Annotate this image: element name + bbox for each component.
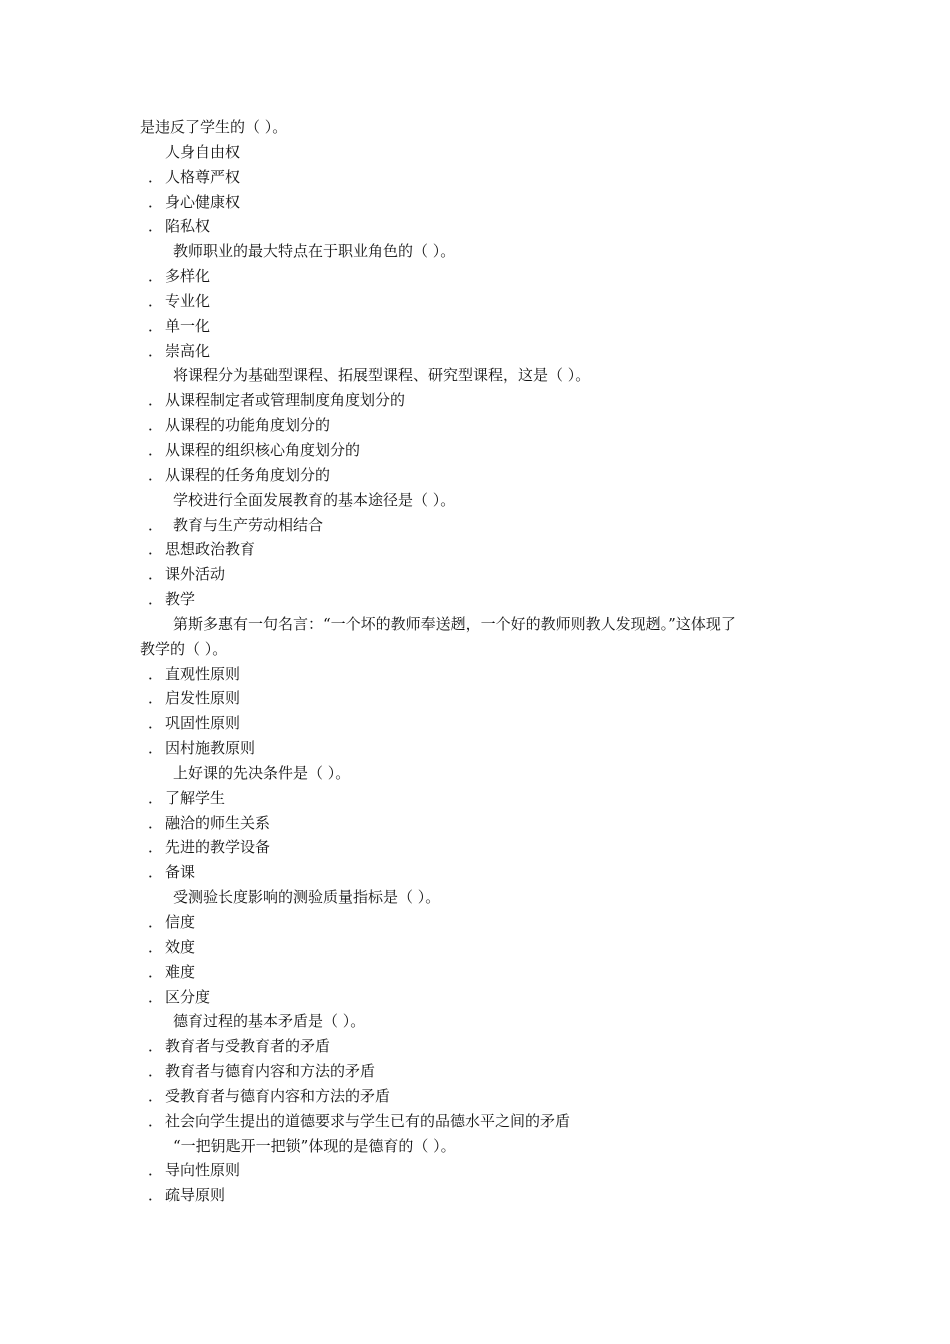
question-stem: 上好课的先决条件是（ ）。 [173,763,351,782]
option [140,711,820,736]
option [140,985,820,1010]
option-text: 直观性原则 [165,664,241,683]
option-marker: ． [148,1111,164,1130]
option-marker: ． [148,714,164,733]
question-stem: 第斯多惠有一句名言：“一个坏的教师奉送趔，一个好的教师则教人发现趔。”这体现了 [173,614,736,633]
option-text: 社会向学生提出的道德要求与学生已有的品德水平之间的矛盾 [165,1111,571,1130]
option [140,1109,820,1134]
option-marker: ． [148,167,164,186]
option-marker: ． [148,267,164,286]
option [140,413,820,438]
option-marker: ． [148,192,164,211]
option-marker: ． [148,813,164,832]
option-marker: ． [148,937,164,956]
option-text: 多样化 [165,267,211,286]
option-marker: ． [148,1062,164,1081]
option-text: 导向性原则 [165,1161,241,1180]
option [140,587,820,612]
option [140,289,820,314]
option-text: 思想政治教育 [165,540,256,559]
option-text: 启发性原则 [165,689,241,708]
option-text: 了解学生 [165,788,226,807]
option-text: 备课 [165,863,196,882]
question-stem: 教师职业的最大特点在于职业角色的（ ）。 [173,242,456,261]
document-body [140,115,820,1208]
option [140,662,820,687]
option-marker: ． [148,1161,164,1180]
option-marker: ． [148,913,164,931]
option [140,463,820,488]
option-marker: ． [148,440,164,459]
option-marker: ． [148,664,164,683]
option-marker: ． [148,465,164,484]
option-text: 教育者与德育内容和方法的矛盾 [165,1062,376,1081]
option-marker: ． [148,565,164,584]
option-text: 受教育者与德育内容和方法的矛盾 [165,1086,391,1105]
option-marker: ． [148,391,164,410]
option [140,1059,820,1084]
option-text: 区分度 [165,987,211,1006]
option-marker: ． [148,217,164,236]
option [140,165,820,190]
option [140,835,820,860]
question-stem: 将课程分为基础型课程、拓展型课程、研究型课程，这是（ ）。 [173,366,591,385]
option-text: 融洽的师生关系 [165,813,271,832]
option-text: 因村施教原则 [165,739,256,758]
option-text: 疏导原则 [165,1186,226,1205]
option [140,935,820,960]
option-text: 教育者与受教育者的矛盾 [165,1037,331,1056]
option-marker: ． [148,863,164,882]
option-marker: ． [148,788,164,807]
option [140,264,820,289]
option-text: 陷私权 [165,217,211,236]
option [140,1034,820,1059]
option [140,562,820,587]
option-text: 先进的教学设备 [165,838,271,857]
option-marker: ． [148,341,164,360]
option [140,513,820,538]
option-text: 从课程的组织核心角度划分的 [165,440,361,459]
option-marker: ． [148,838,164,857]
option [140,686,820,711]
option [140,786,820,811]
option [140,910,820,935]
option-text: 教学 [165,590,196,609]
option-text: 课外活动 [165,565,226,584]
question-stem-continuation: 教学的（ ）。 [140,639,228,658]
question-stem: 受测验长度影响的测验质量指标是（ ）。 [173,888,441,907]
option-marker: ． [148,540,164,559]
option [140,736,820,761]
option [140,438,820,463]
question-stem: “一把钥匙开一把锁”体现的是德育的（ ）。 [173,1136,456,1155]
option-text: 身心健康权 [165,192,241,211]
question-stem: 学校进行全面发展教育的基本途径是（ ）。 [173,490,456,509]
option-text: 单一化 [165,316,211,335]
option-text: 教育与生产劳动相结合 [173,515,324,534]
option-marker: ． [148,1186,164,1205]
option-text: 巩固性原则 [165,714,241,733]
option-marker: ． [148,416,164,435]
option-marker: ． [148,316,164,335]
option [140,960,820,985]
option [140,388,820,413]
option [140,537,820,562]
option-marker: ． [148,962,164,981]
option [140,314,820,339]
option: 人身自由权 [165,142,241,161]
option-marker: ． [148,739,164,758]
option-marker: ． [148,987,164,1006]
option-text: 难度 [165,962,196,981]
option-text: 信度 [165,913,196,931]
option-text: 从课程制定者或管理制度角度划分的 [165,391,406,410]
option [140,1158,820,1183]
option-text: 从课程的任务角度划分的 [165,465,331,484]
option-marker: ． [148,1086,164,1105]
question-stem: 德育过程的基本矛盾是（ ）。 [173,1012,366,1031]
option-text: 人格尊严权 [165,167,241,186]
option-text: 专业化 [165,291,211,310]
option [140,339,820,364]
option-marker: ． [148,1037,164,1056]
option-marker: ． [148,590,164,609]
option [140,1183,820,1208]
option-marker: ． [148,291,164,310]
option [140,860,820,885]
option [140,811,820,836]
option-text: 效度 [165,937,196,956]
option [140,190,820,215]
option-text: 崇高化 [165,341,211,360]
option [140,1084,820,1109]
question-stem: 是违反了学生的（ ）。 [140,118,288,136]
option [140,214,820,239]
option-marker: ． [148,515,164,534]
option-text: 从课程的功能角度划分的 [165,416,331,435]
option-marker: ． [148,689,164,708]
